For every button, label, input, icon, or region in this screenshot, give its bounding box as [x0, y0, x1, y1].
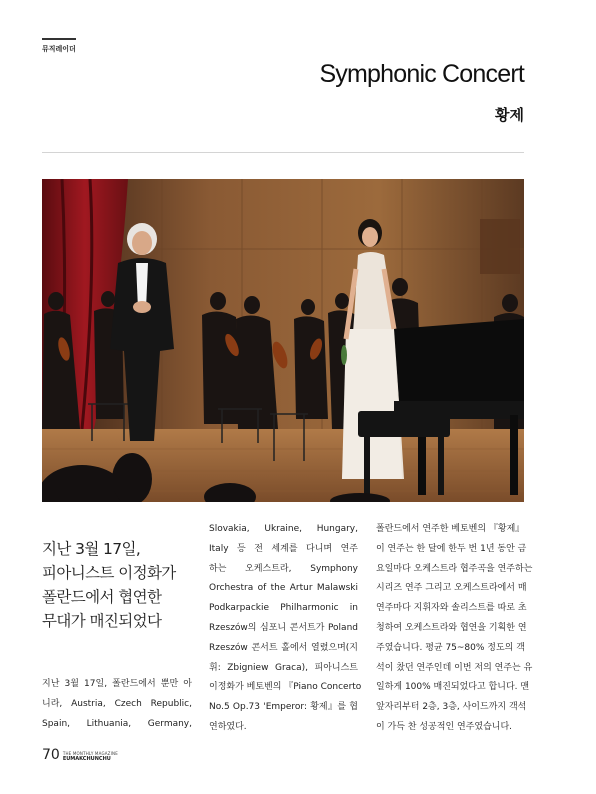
body-line: 요일마다 오케스트라 협주곡을 연주하는 [376, 563, 533, 574]
headline-line: 지난 3월 17일, [42, 540, 141, 558]
body-line: 니라, Austria, Czech Republic, [42, 698, 192, 709]
body-line: 하는 오케스트라, Symphony [209, 563, 358, 574]
page-subtitle: 황제 [495, 106, 524, 124]
body-line: Rzeszów의 심포니 콘서트가 Poland [209, 622, 358, 633]
header-divider [42, 152, 524, 153]
body-line: 석이 찼던 연주인데 이번 저의 연주는 유 [376, 662, 533, 673]
headline-line: 피아니스트 이정화가 [42, 564, 176, 582]
headline [42, 537, 202, 633]
body-column-3 [376, 520, 533, 738]
body-line: 앞자리부터 2층, 3층, 사이드까지 객석 [376, 702, 527, 713]
headline-line: 무대가 매진되었다 [42, 612, 162, 630]
body-line: 주였습니다. 평균 75~80% 정도의 객 [376, 642, 525, 653]
body-line: 일하게 100% 매진되었다고 합니다. 맨 [376, 682, 530, 693]
concert-stage-photo [42, 179, 524, 502]
body-line: 연하였다. [209, 721, 247, 732]
body-line: 이 연주는 한 달에 한두 번 1년 동안 금 [376, 543, 527, 554]
body-line: 연주마다 지휘자와 솔리스트를 따로 초 [376, 603, 527, 614]
body-line: 이정화가 베토벤의 『Piano Concerto [209, 682, 362, 693]
body-line: No.5 Op.73 'Emperor: 황제』를 협 [209, 702, 358, 713]
page-number: 70 [42, 747, 60, 763]
body-line: Podkarpackie Philharmonic in [209, 603, 358, 614]
page-footer [42, 748, 118, 762]
body-line: Rzeszów 콘서트 홀에서 열렸으며(지 [209, 642, 358, 653]
body-line: 지난 3월 17일, 폴란드에서 뿐만 아 [42, 679, 192, 689]
body-line: Orchestra of the Artur Malawski [209, 583, 358, 594]
body-column-1 [42, 675, 192, 734]
body-line: 휘: Zbigniew Graca), 피아니스트 [209, 662, 358, 673]
magazine-line-2: EUMAKCHUNCHU [62, 756, 111, 762]
body-line: 이 가득 찬 성공적인 연주였습니다. [376, 721, 513, 732]
body-line: Slovakia, Ukraine, Hungary, [209, 524, 358, 534]
magazine-name [63, 751, 118, 762]
body-line: Spain, Lithuania, Germany, [42, 718, 192, 729]
headline-line: 폴란드에서 협연한 [42, 588, 162, 606]
body-line: 시리즈 연주 그리고 오케스트라에서 매 [376, 583, 527, 594]
page-title: Symphonic Concert [319, 60, 524, 88]
section-tag: 뮤직레이더 [42, 38, 76, 54]
body-line: Italy 등 전 세계를 다니며 연주 [209, 543, 358, 554]
body-column-2 [209, 520, 362, 738]
body-line: 청하여 오케스트라와 협연을 기획한 연 [376, 622, 527, 633]
magazine-line-1: THE MONTHLY MAGAZINE [62, 751, 118, 756]
body-line: 폴란드에서 연주한 베토벤의 『황제』 [376, 524, 525, 534]
